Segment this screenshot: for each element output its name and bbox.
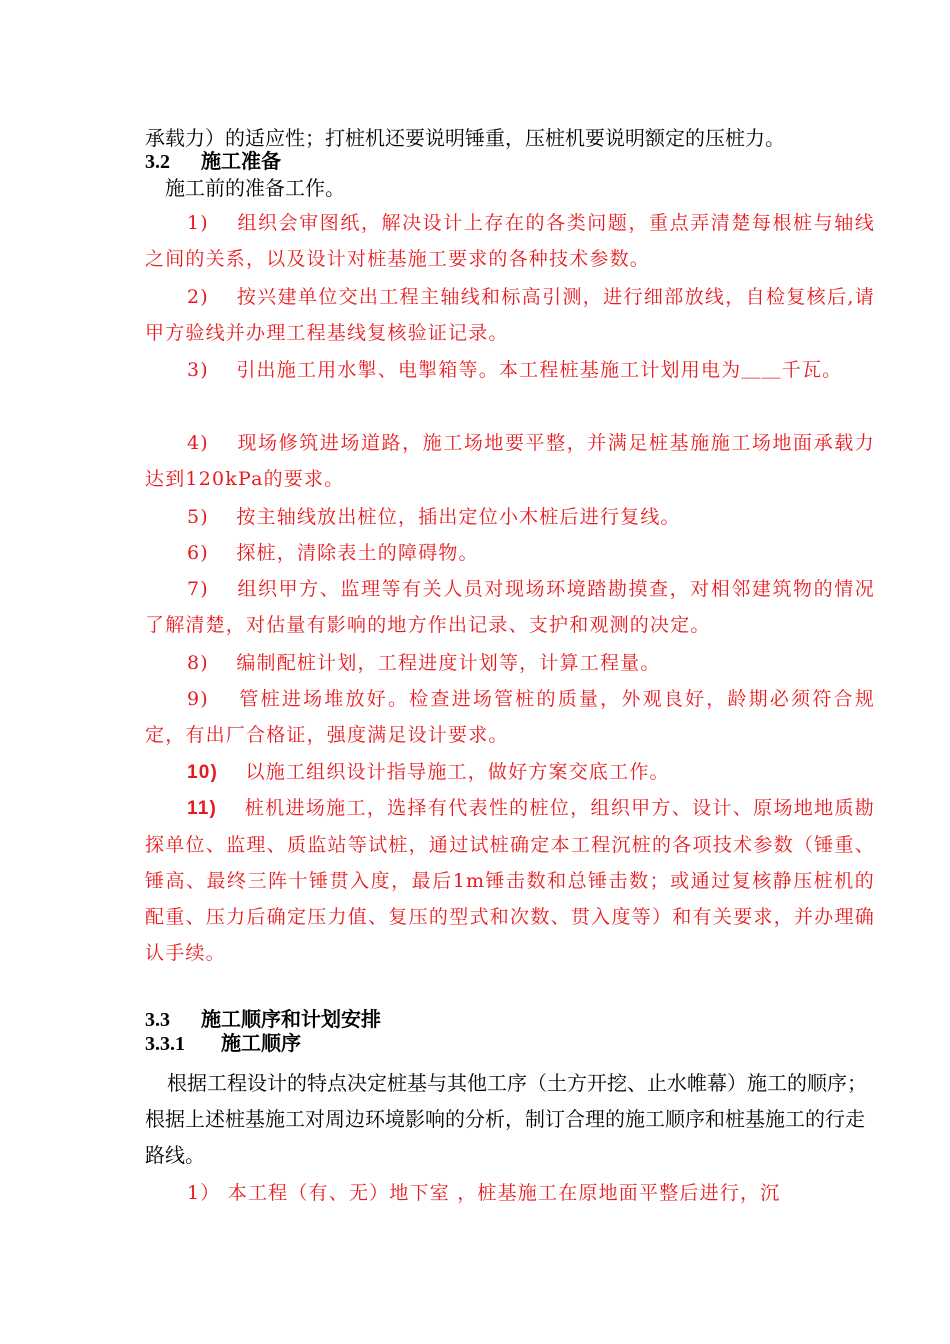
section-heading-3-3 xyxy=(145,1008,875,1032)
list-item: 9) 管桩进场堆放好。检查进场管桩的质量，外观良好，龄期必须符合规定，有出厂合格证，强度满足设计要求。 xyxy=(145,688,875,746)
section-heading-3-3-1 xyxy=(145,1032,875,1056)
list-item: 10) 以施工组织设计指导施工，做好方案交底工作。 xyxy=(187,761,670,783)
list-item: 5) 按主轴线放出桩位，插出定位小木桩后进行复线。 xyxy=(187,506,681,528)
section-number: 3.3 xyxy=(145,1009,170,1031)
list-item: 7) 组织甲方、监理等有关人员对现场环境踏勘摸查，对相邻建筑物的情况了解清楚，对估量有影响的地方作出记录、支护和观测的决定。 xyxy=(145,578,875,636)
list-item: 4) 现场修筑进场道路，施工场地要平整，并满足桩基施施工场地面承载力达到120kPa的要求。 xyxy=(145,432,875,490)
section-title: 施工顺序和计划安排 xyxy=(201,1009,381,1031)
section-title: 施工准备 xyxy=(201,151,281,173)
section-intro: 施工前的准备工作。 xyxy=(165,176,345,200)
section-number: 3.2 xyxy=(145,151,170,173)
list-item: 3) 引出施工用水掣、电掣箱等。本工程桩基施工计划用电为＿＿千瓦。 xyxy=(187,359,843,381)
list-item: 11) 桩机进场施工，选择有代表性的桩位，组织甲方、设计、原场地地质勘探单位、监理、质监站等试桩，通过试桩确定本工程沉桩的各项技术参数（锤重、锤高、最终三阵十锤贯入度，最后1m锤击数和总锤击数；或通过复核静压桩机的配重、压力后确定压力值、复压的型式和次数、贯入度等）和有关要求，并办理确认手续。 xyxy=(145,797,875,964)
section-title: 施工顺序 xyxy=(221,1033,301,1055)
continued-line: 承载力）的适应性；打桩机还要说明锤重，压桩机要说明额定的压桩力。 xyxy=(145,126,785,150)
body-paragraph: 根据工程设计的特点决定桩基与其他工序（土方开挖、止水帷幕）施工的顺序；根据上述桩基施工对周边环境影响的分析，制订合理的施工顺序和桩基施工的行走路线。 xyxy=(145,1071,867,1167)
list-item: 2) 按兴建单位交出工程主轴线和标高引测，进行细部放线，自检复核后,请甲方验线并办理工程基线复核验证记录。 xyxy=(145,286,875,344)
section-number: 3.3.1 xyxy=(145,1033,185,1055)
list-item: 8) 编制配桩计划，工程进度计划等，计算工程量。 xyxy=(187,652,661,674)
list-item: 1） 本工程（有、无）地下室 ，桩基施工在原地面平整后进行，沉 xyxy=(187,1182,781,1204)
list-item: 1) 组织会审图纸，解决设计上存在的各类问题，重点弄清楚每根桩与轴线之间的关系，以及设计对桩基施工要求的各种技术参数。 xyxy=(145,212,875,270)
list-item: 6) 探桩，清除表土的障碍物。 xyxy=(187,542,479,564)
